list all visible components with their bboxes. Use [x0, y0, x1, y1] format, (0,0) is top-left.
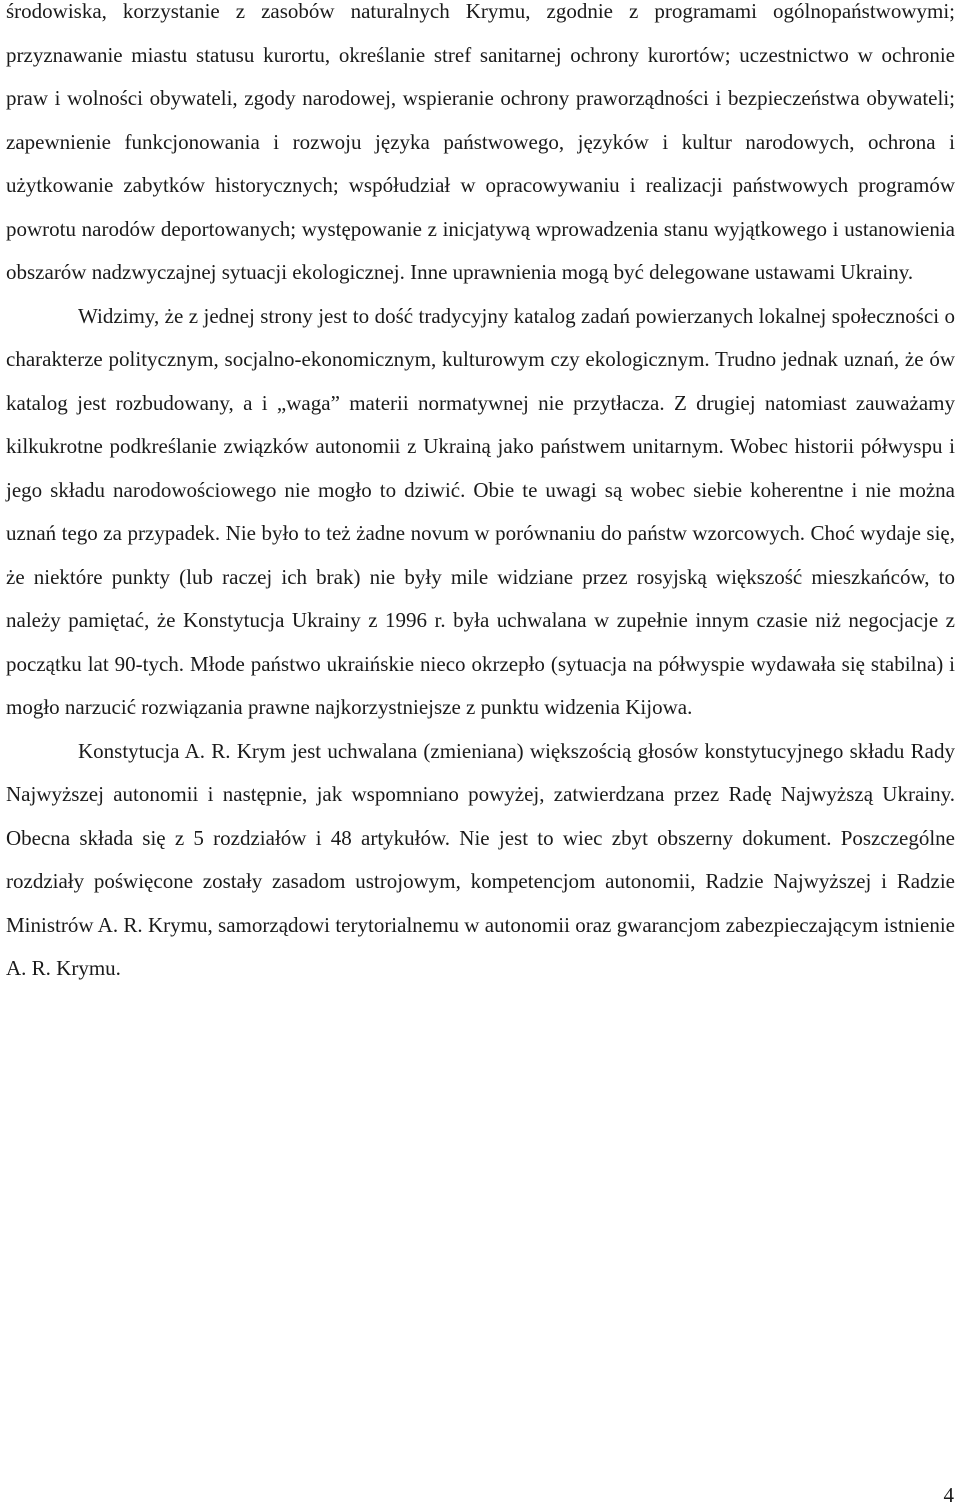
page-number: 4: [943, 1483, 954, 1507]
body-text: [6, 0, 955, 991]
paragraph: Konstytucja A. R. Krym jest uchwalana (zmieniana) większością głosów konstytucyjnego składu Rady Najwyższej autonomii i następnie, jak wspomniano powyżej, zatwierdzana przez Radę Najwyższą Ukrainy. Obecna składa się z 5 rozdziałów i 48 artykułów. Nie jest to wiec zbyt obszerny dokument. Poszczególne rozdziały poświęcone zostały zasadom ustrojowym, kompetencjom autonomii, Radzie Najwyższej i Radzie Ministrów A. R. Krymu, samorządowi terytorialnemu w autonomii oraz gwarancjom zabezpieczającym istnienie A. R. Krymu.: [6, 738, 955, 980]
paragraph-continued: środowiska, korzystanie z zasobów naturalnych Krymu, zgodnie z programami ogólnopaństwowymi; przyznawanie miastu statusu kurortu, określanie stref sanitarnej ochrony kurortów; uczestnictwo w ochronie praw i wolności obywateli, zgody narodowej, wspieranie ochrony praworządności i bezpieczeństwa obywateli; zapewnienie funkcjonowania i rozwoju języka państwowego, języków i kultur narodowych, ochrona i użytkowanie zabytków historycznych; współudział w opracowywaniu i realizacji państwowych programów powrotu narodów deportowanych; występowanie z inicjatywą wprowadzenia stanu wyjątkowego i ustanowienia obszarów nadzwyczajnej sytuacji ekologicznej. Inne uprawnienia mogą być delegowane ustawami Ukrainy.: [6, 0, 955, 284]
paragraph: Widzimy, że z jednej strony jest to dość tradycyjny katalog zadań powierzanych lokalnej społeczności o charakterze politycznym, socjalno-ekonomicznym, kulturowym czy ekologicznym. Trudno jednak uznań, że ów katalog jest rozbudowany, a i „waga” materii normatywnej nie przytłacza. Z drugiej natomiast zauważamy kilkukrotne podkreślanie związków autonomii z Ukrainą jako państwem unitarnym. Wobec historii półwyspu i jego składu narodowościowego nie mogło to dziwić. Obie te uwagi są wobec siebie koherentne i nie można uznań tego za przypadek. Nie było to też żadne novum w porównaniu do państw wzorcowych. Choć wydaje się, że niektóre punkty (lub raczej ich brak) nie były mile widziane przez rosyjską większość mieszkańców, to należy pamiętać, że Konstytucja Ukrainy z 1996 r. była uchwalana w zupełnie innym czasie niż negocjacje z początku lat 90-tych. Młode państwo ukraińskie nieco okrzepło (sytuacja na półwyspie wydawała się stabilna) i mogło narzucić rozwiązania prawne najkorzystniejsze z punktu widzenia Kijowa.: [6, 303, 955, 719]
